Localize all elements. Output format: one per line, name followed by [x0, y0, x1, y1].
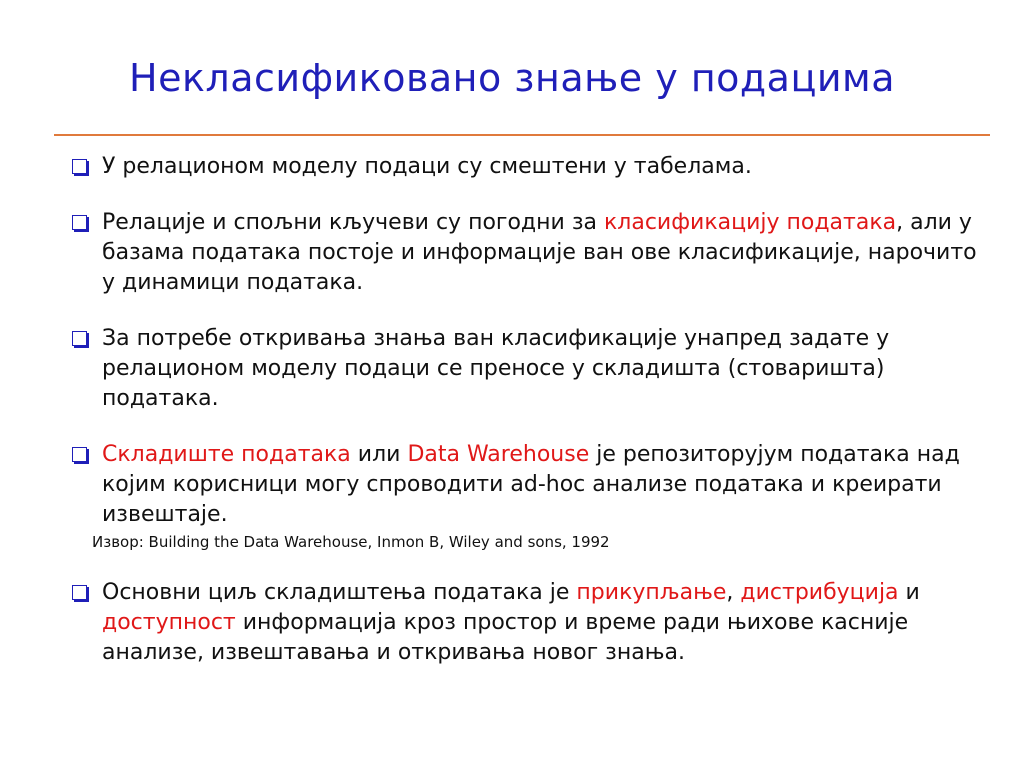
- bullet-text: , али у базама података постоје и информације ван ове класификације, нарочито у динамици података.: [102, 210, 977, 295]
- bullet-text: У релационом моделу подаци су смештени у табелама.: [102, 154, 752, 179]
- bullet-text: За потребе откривања знања ван класификације унапред задате у релационом моделу подаци се преносе у складишта (стоваришта) података.: [102, 326, 890, 411]
- square-outline-icon: [72, 215, 87, 230]
- bullet-text: Релације и спољни кључеви су погодни за: [102, 210, 604, 235]
- bullet-item: [70, 324, 990, 414]
- bullet-text: је репозиторујум података над којим корисници могу спроводити ad-hoc анализе података и креирати извештаје.: [102, 442, 960, 527]
- bullet-list: [70, 152, 990, 694]
- highlighted-term: Складиште података: [102, 442, 351, 467]
- source-note: Извор: Building the Data Warehouse, Inmon B, Wiley and sons, 1992: [92, 533, 610, 551]
- highlighted-term: Data Warehouse: [407, 442, 590, 467]
- slide-title: Некласификовано знање у подацима: [129, 56, 895, 100]
- highlighted-term: дистрибуција: [740, 580, 899, 605]
- bullet-text: и: [898, 580, 920, 605]
- highlighted-term: класификацију података: [604, 210, 897, 235]
- bullet-item: [70, 440, 990, 552]
- square-outline-icon: [72, 331, 87, 346]
- highlighted-term: доступност: [102, 610, 236, 635]
- square-outline-icon: [72, 585, 87, 600]
- bullet-item: [70, 152, 990, 182]
- bullet-item: [70, 208, 990, 298]
- title-divider: [54, 134, 990, 136]
- square-outline-icon: [72, 447, 87, 462]
- bullet-text: информација кроз простор и време ради њихове касније анализе, извештавања и откривања новог знања.: [102, 610, 909, 665]
- bullet-text: Основни циљ складиштења података је: [102, 580, 577, 605]
- bullet-text: ,: [726, 580, 741, 605]
- bullet-text: или: [350, 442, 408, 467]
- bullet-item: [70, 578, 990, 668]
- square-outline-icon: [72, 159, 87, 174]
- highlighted-term: прикупљање: [576, 580, 727, 605]
